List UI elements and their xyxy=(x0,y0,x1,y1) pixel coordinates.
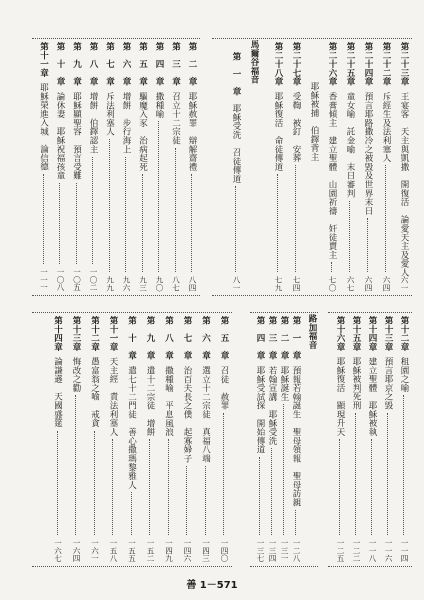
leader-dots xyxy=(205,466,206,535)
toc-entry[interactable] xyxy=(380,38,392,296)
page-ref: 一五五 xyxy=(127,539,137,563)
page-ref: 一三一 xyxy=(280,539,289,563)
chapter-number: 第 一 章 xyxy=(291,316,301,360)
toc-entry[interactable] xyxy=(272,38,284,296)
toc-entry[interactable] xyxy=(38,38,50,296)
page-ref: 一四三 xyxy=(201,539,211,563)
page-ref: 七四 xyxy=(292,276,301,292)
bottom-right-panel xyxy=(328,312,412,567)
page-ref: 一五八 xyxy=(109,539,118,563)
toc-entry[interactable] xyxy=(89,312,101,567)
leader-dots xyxy=(94,431,95,535)
leader-dots xyxy=(349,201,350,272)
page-ref: 八七 xyxy=(171,276,181,292)
page-ref: 七〇 xyxy=(328,276,337,292)
page-ref: 六七 xyxy=(346,276,355,292)
chapter-number: 第 七 章 xyxy=(104,42,115,86)
leader-dots xyxy=(142,174,143,272)
chapter-summary: 王宴客 天主與凱撒 開復活 論愛天主及愛人 xyxy=(399,92,409,277)
toc-entry[interactable] xyxy=(350,312,362,567)
page-ref: 九六 xyxy=(122,276,131,292)
toc-entry[interactable] xyxy=(54,38,66,296)
toc-entry[interactable] xyxy=(334,312,346,567)
page-ref: 一一六 xyxy=(384,539,393,563)
toc-entry[interactable] xyxy=(137,38,149,296)
top-right-panel xyxy=(212,38,412,296)
chapter-number: 第十六章 xyxy=(335,316,345,352)
chapter-number: 第 五 章 xyxy=(219,316,229,360)
toc-entry[interactable] xyxy=(71,38,83,296)
chapter-number: 第十三章 xyxy=(383,316,393,352)
chapter-summary: 遣十二宗徒 增餅 xyxy=(145,366,155,437)
leader-dots xyxy=(295,165,296,272)
chapter-number: 第 七 章 xyxy=(182,316,192,360)
chapter-summary: 召徒 赦罪 xyxy=(219,366,229,410)
toc-entry[interactable] xyxy=(200,312,212,567)
leader-dots xyxy=(339,439,340,535)
leader-dots xyxy=(385,165,386,272)
chapter-summary: 耶穌榮進入城 論信德 xyxy=(38,83,49,172)
leader-dots xyxy=(76,183,77,264)
chapter-summary: 建立聖體 耶穌被執 xyxy=(367,357,377,437)
bottom-left-panel xyxy=(32,312,232,567)
chapter-number: 第 九 章 xyxy=(145,316,155,360)
toc-entry[interactable] xyxy=(153,38,165,296)
toc-entry[interactable] xyxy=(398,312,410,567)
leader-dots xyxy=(331,262,332,272)
chapter-summary: 選立十二宗徒 真福八端 xyxy=(200,366,211,463)
chapter-number: 第二十五章 xyxy=(345,42,355,86)
toc-entry[interactable] xyxy=(362,38,374,296)
gospel-title: 馬爾谷福音 xyxy=(249,40,259,84)
bottom-middle-panel xyxy=(250,312,318,567)
leader-dots xyxy=(277,174,278,272)
chapter-number: 第二十二章 xyxy=(381,42,391,86)
leader-dots xyxy=(355,413,356,535)
toc-entry[interactable] xyxy=(290,312,302,567)
toc-entry[interactable] xyxy=(52,312,64,567)
chapter-summary: 香膏傾主 建立聖體 山園祈禱 奸徒賣主 xyxy=(327,92,337,260)
toc-entry[interactable] xyxy=(254,312,266,567)
page-ref: 六一 xyxy=(400,276,409,292)
page-number: 善 1－571 xyxy=(186,580,238,591)
toc-entry[interactable] xyxy=(308,38,320,296)
leader-dots xyxy=(59,183,60,264)
chapter-number: 第二十四章 xyxy=(363,42,373,86)
chapter-summary: 耶穌復活 命徒傳道 xyxy=(273,92,283,172)
page-ref: 一三七 xyxy=(256,539,265,563)
page-ref: 一四六 xyxy=(183,539,192,563)
toc-entry[interactable] xyxy=(344,38,356,296)
toc-entry[interactable] xyxy=(186,38,198,296)
chapter-number: 第十四章 xyxy=(52,316,63,352)
chapter-summary: 增餅 伯鐸認主 xyxy=(88,92,98,154)
chapter-number: 第 十 章 xyxy=(55,42,65,86)
toc-entry[interactable] xyxy=(144,312,156,567)
toc-entry[interactable] xyxy=(70,312,82,567)
leader-dots xyxy=(92,157,93,264)
toc-entry[interactable] xyxy=(398,38,410,296)
leader-dots xyxy=(75,395,76,535)
panel-bottom-rule xyxy=(250,566,318,567)
page-ref: 一二八 xyxy=(292,539,301,563)
page-ref: 九三 xyxy=(138,276,148,292)
chapter-number: 第 六 章 xyxy=(200,316,211,360)
page-ref: 一〇八 xyxy=(56,268,65,292)
toc-entry[interactable] xyxy=(230,38,242,296)
chapter-summary: 撒種喻 平息風浪 xyxy=(163,366,174,437)
panel-top-rule xyxy=(250,312,318,313)
chapter-summary: 斥法利塞人 xyxy=(104,92,115,136)
leader-dots xyxy=(235,186,236,272)
chapter-summary: 耶穌赦罪 辯解齋禮 xyxy=(187,92,197,172)
leader-dots xyxy=(186,466,187,535)
chapter-summary: 斥經生及法利塞人 xyxy=(381,92,391,163)
chapter-summary: 悔改之勸 xyxy=(71,357,81,393)
leader-dots xyxy=(109,139,110,272)
page-ref: 六四 xyxy=(364,276,373,292)
toc-entry[interactable] xyxy=(326,38,338,296)
page-ref: 七九 xyxy=(274,276,283,292)
page-ref: 一一四 xyxy=(400,539,409,563)
page-ref: 一二二 xyxy=(352,539,361,563)
page-ref: 一四九 xyxy=(164,539,174,563)
chapter-summary: 若翰宣講 耶穌受洗 xyxy=(267,366,277,446)
chapter-number: 第 二 章 xyxy=(279,316,289,360)
leader-dots xyxy=(57,431,58,535)
leader-dots xyxy=(367,218,368,272)
chapter-number: 第 八 章 xyxy=(163,316,174,360)
chapter-number: 第二十六章 xyxy=(327,42,337,86)
leader-dots xyxy=(175,148,176,272)
chapter-number: 第十一章 xyxy=(38,42,49,78)
toc-entry[interactable] xyxy=(290,38,302,296)
chapter-summary: 預言耶京之毀 xyxy=(383,357,393,410)
chapter-summary: 耶穌復活 顯現升天 xyxy=(335,357,345,437)
page-ref: 九〇 xyxy=(155,276,164,292)
toc-entry[interactable] xyxy=(382,312,394,567)
chapter-number: 第 三 章 xyxy=(267,316,277,360)
chapter-number: 第 九 章 xyxy=(71,42,82,86)
chapter-number: 第十五章 xyxy=(351,316,361,352)
leader-dots xyxy=(131,492,132,535)
chapter-summary: 治百夫長之僕 起寡婦子 xyxy=(182,366,192,463)
chapter-number: 第 一 章 xyxy=(231,52,241,96)
toc-entry[interactable] xyxy=(278,312,290,567)
leader-dots xyxy=(387,413,388,535)
page-ref: 一〇五 xyxy=(72,268,82,292)
chapter-summary: 論謙遜 天國盛筵 xyxy=(52,357,63,428)
toc-entry[interactable] xyxy=(104,38,116,296)
page-ref: 一三四 xyxy=(268,539,277,563)
chapter-summary: 預報若翰誕生 聖母領報 聖母訪親 xyxy=(291,366,301,507)
leader-dots xyxy=(223,413,224,535)
chapter-summary: 耶穌被捕 伯鐸背主 xyxy=(309,82,319,162)
toc-entry[interactable] xyxy=(163,312,175,567)
chapter-number: 第二十七章 xyxy=(291,42,301,86)
chapter-number: 第 二 章 xyxy=(187,42,197,86)
toc-entry[interactable] xyxy=(126,312,138,567)
chapter-number: 第二十八章 xyxy=(273,42,283,86)
page-ref: 八一 xyxy=(232,276,241,292)
chapter-summary: 耶穌顯聖容 預言受難 xyxy=(71,92,82,180)
leader-dots xyxy=(295,510,296,535)
chapter-summary: 耶穌受試探 開始傳道 xyxy=(255,366,265,454)
chapter-number: 第 四 章 xyxy=(255,316,265,360)
chapter-summary: 受鞫 被釘 安葬 xyxy=(291,92,301,163)
chapter-number: 第 八 章 xyxy=(88,42,98,86)
page-ref: 一四〇 xyxy=(220,539,229,563)
chapter-summary: 遣七十二門徒 善心撒瑪黎雅人 xyxy=(126,366,137,490)
toc-entry[interactable] xyxy=(107,312,119,567)
chapter-summary: 租園之喻 xyxy=(399,357,409,393)
chapter-number: 第十四章 xyxy=(367,316,377,352)
leader-dots xyxy=(271,448,272,535)
leader-dots xyxy=(158,121,159,272)
chapter-summary: 預言耶路撒冷之被毀及世界末日 xyxy=(363,92,373,216)
page-ref: 八四 xyxy=(188,276,197,292)
chapter-summary: 耶穌受洗 召徒傳道 xyxy=(231,104,241,184)
leader-dots xyxy=(149,439,150,535)
page-ref: 一六四 xyxy=(72,539,81,563)
toc-entry[interactable] xyxy=(120,38,132,296)
chapter-number: 第 十 章 xyxy=(126,316,137,360)
chapter-summary: 耶穌被判死刑 xyxy=(351,357,361,410)
chapter-number: 第十一章 xyxy=(108,316,118,352)
leader-dots xyxy=(191,174,192,272)
chapter-summary: 撒種喻 xyxy=(154,92,164,119)
leader-dots xyxy=(283,404,284,535)
chapter-number: 第 六 章 xyxy=(121,42,131,86)
page-ref: 一〇二 xyxy=(89,268,98,292)
page-ref: 一五二 xyxy=(146,539,155,563)
leader-dots xyxy=(112,439,113,535)
section-title xyxy=(248,38,260,296)
chapter-summary: 耶穌誕生 xyxy=(279,366,289,402)
chapter-number: 第十二章 xyxy=(89,316,100,352)
page-ref: 一一八 xyxy=(368,539,377,563)
page-ref: 一二五 xyxy=(336,539,345,563)
section-title xyxy=(306,312,318,567)
chapter-summary: 天主經 責法利塞人 xyxy=(108,357,118,437)
chapter-number: 第十三章 xyxy=(71,316,81,352)
leader-dots xyxy=(168,439,169,535)
toc-entry[interactable] xyxy=(218,312,230,567)
leader-dots xyxy=(125,157,126,272)
toc-entry[interactable] xyxy=(170,38,182,296)
page-ref: 六四 xyxy=(382,276,391,292)
leader-dots xyxy=(259,457,260,535)
toc-entry[interactable] xyxy=(366,312,378,567)
page-ref: 九九 xyxy=(105,276,115,292)
page-ref: 一六一 xyxy=(90,539,100,563)
leader-dots xyxy=(43,174,44,264)
gospel-title: 路加福音 xyxy=(307,314,317,350)
leader-dots xyxy=(403,395,404,535)
chapter-number: 第二十三章 xyxy=(399,42,409,86)
page-ref: 一六七 xyxy=(53,539,63,563)
toc-entry[interactable] xyxy=(266,312,278,567)
toc-entry[interactable] xyxy=(87,38,99,296)
chapter-number: 第 三 章 xyxy=(170,42,181,86)
leader-dots xyxy=(371,439,372,535)
chapter-summary: 召立十二宗徒 xyxy=(170,92,181,145)
top-left-panel xyxy=(32,38,200,296)
chapter-summary: 驅魔入豕 治病起死 xyxy=(137,92,148,172)
chapter-number: 第 四 章 xyxy=(154,42,164,86)
chapter-number: 第 五 章 xyxy=(137,42,148,86)
chapter-summary: 童女喻 託金喻 末日審判 xyxy=(345,92,355,198)
chapter-summary: 論休妻 耶穌祝福孩童 xyxy=(55,92,65,180)
chapter-number: 第十二章 xyxy=(399,316,409,352)
page-ref: 一一一 xyxy=(39,268,49,292)
chapter-summary: 愚富翁之喻 戒貪 xyxy=(89,357,100,428)
toc-entry[interactable] xyxy=(181,312,193,567)
chapter-summary: 增餅 步行海上 xyxy=(121,92,131,154)
